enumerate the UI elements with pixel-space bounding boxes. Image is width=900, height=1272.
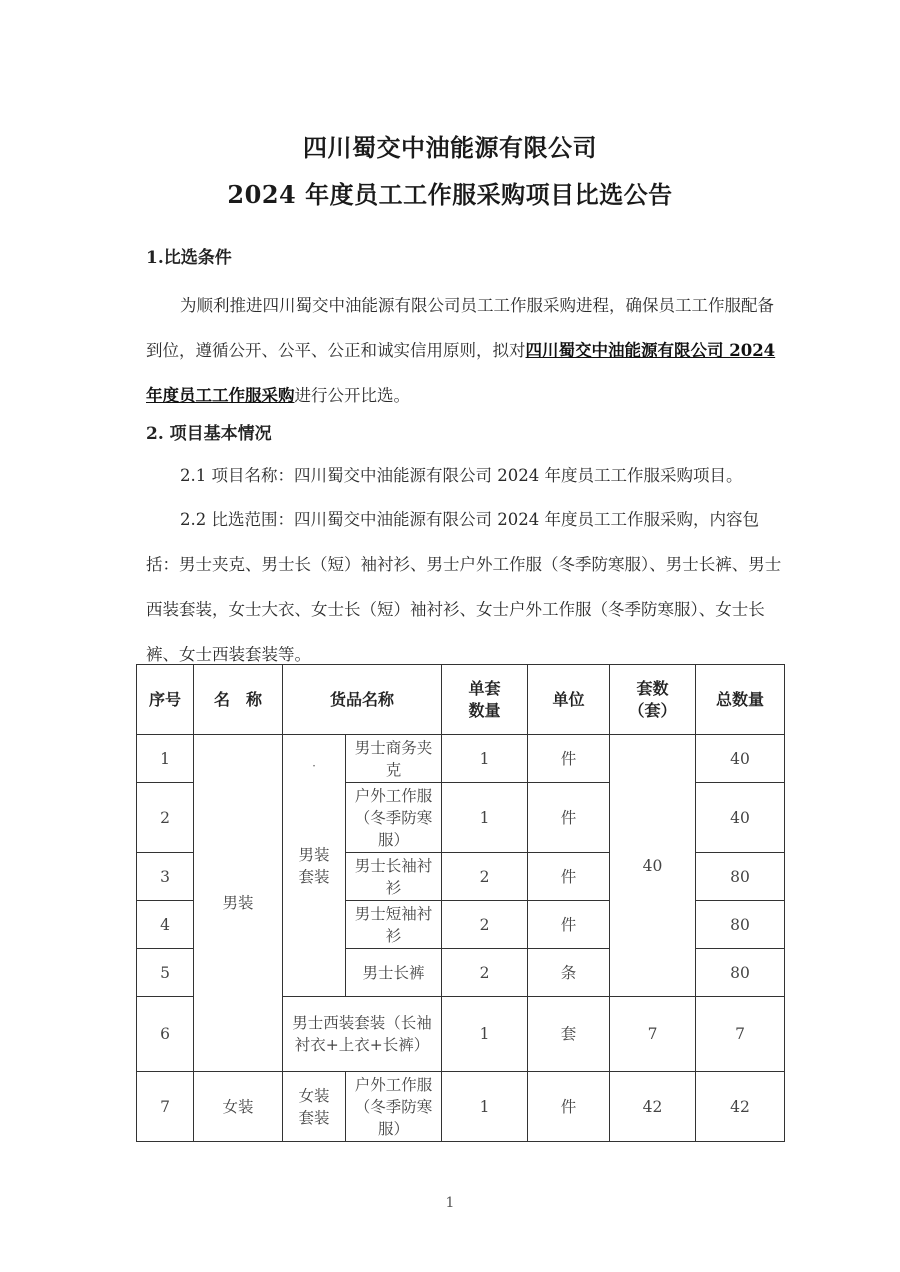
male-sets-count: 40 — [610, 735, 696, 997]
row-unit: 套 — [528, 997, 610, 1072]
table-header-row — [137, 665, 785, 735]
row-qty: 1 — [442, 783, 528, 853]
header-unit: 单位 — [528, 665, 610, 735]
header-total: 总数量 — [696, 665, 785, 735]
row-item: 男士商务夹克 — [346, 735, 442, 783]
group-male: 男装 — [194, 735, 283, 1072]
row-item: 户外工作服（冬季防寒服） — [346, 783, 442, 853]
row-total: 80 — [696, 853, 785, 901]
row-no: 2 — [137, 783, 194, 853]
row-unit: 件 — [528, 735, 610, 783]
row-item: 男士短袖衬衫 — [346, 901, 442, 949]
section-2-2-paragraph — [146, 497, 782, 677]
row-total: 40 — [696, 735, 785, 783]
stray-mark: · — [312, 759, 316, 773]
header-sets: 套数 （套） — [610, 665, 696, 735]
section-1-paragraph — [146, 283, 782, 418]
row-total: 7 — [696, 997, 785, 1072]
row-qty: 1 — [442, 1072, 528, 1142]
section-1-heading: 1.比选条件 — [146, 248, 232, 268]
section-1-underlined-text: 四川蜀交中油能源有限公司 2024 年度员工工作服采购 — [146, 341, 776, 405]
header-per-set: 单套 数量 — [442, 665, 528, 735]
row-total: 40 — [696, 783, 785, 853]
row-unit: 件 — [528, 1072, 610, 1142]
row-no: 6 — [137, 997, 194, 1072]
row-sets: 42 — [610, 1072, 696, 1142]
row-qty: 2 — [442, 901, 528, 949]
row-qty: 1 — [442, 997, 528, 1072]
row-item: 男士长袖衬衫 — [346, 853, 442, 901]
row-total: 80 — [696, 949, 785, 997]
row-item: 男士西装套装（长袖衬衣+上衣+长裤） — [283, 997, 442, 1072]
set-male-label: 男装 套装 — [298, 845, 330, 886]
row-item: 男士长裤 — [346, 949, 442, 997]
row-no: 7 — [137, 1072, 194, 1142]
section-1-text-before: 为顺利推进四川蜀交中油能源有限公司员工工作服采购进程，确保员工工作服配备到位，遵循公开、公平、公正和诚实信用原则，拟对 — [146, 296, 774, 360]
row-no: 3 — [137, 853, 194, 901]
row-total: 80 — [696, 901, 785, 949]
title-company: 四川蜀交中油能源有限公司 — [303, 133, 597, 162]
row-unit: 件 — [528, 853, 610, 901]
row-unit: 件 — [528, 901, 610, 949]
title-project: 2024 年度员工工作服采购项目比选公告 — [227, 180, 673, 209]
group-female: 女装 — [194, 1072, 283, 1142]
row-item: 户外工作服（冬季防寒服） — [346, 1072, 442, 1142]
header-goods: 货品名称 — [283, 665, 442, 735]
scope-text: 2.2 比选范围：四川蜀交中油能源有限公司 2024 年度员工工作服采购，内容包括：男士夹克、男士长（短）袖衬衫、男士户外工作服（冬季防寒服）、男士长裤、男士西装套装，女士大衣、女士长（短）袖衬衫、女士户外工作服（冬季防寒服）、女士长裤、女士西装套装等。 — [146, 510, 782, 664]
row-qty: 2 — [442, 853, 528, 901]
row-qty: 2 — [442, 949, 528, 997]
row-no: 4 — [137, 901, 194, 949]
project-name-text: 2.1 项目名称：四川蜀交中油能源有限公司 2024 年度员工工作服采购项目。 — [180, 466, 743, 485]
row-total: 42 — [696, 1072, 785, 1142]
row-qty: 1 — [442, 735, 528, 783]
table-row — [137, 735, 785, 783]
table-row — [137, 1072, 785, 1142]
section-1-text-after: 进行公开比选。 — [294, 386, 410, 405]
set-female: 女装 套装 — [283, 1072, 346, 1142]
procurement-table — [136, 664, 785, 1142]
row-unit: 件 — [528, 783, 610, 853]
page-number: 1 — [445, 1195, 455, 1211]
section-2-1-paragraph — [146, 453, 782, 498]
row-unit: 条 — [528, 949, 610, 997]
header-no: 序号 — [137, 665, 194, 735]
section-2-heading: 2. 项目基本情况 — [146, 424, 272, 444]
row-no: 1 — [137, 735, 194, 783]
row-sets: 7 — [610, 997, 696, 1072]
set-male — [283, 735, 346, 997]
header-name: 名 称 — [194, 665, 283, 735]
row-no: 5 — [137, 949, 194, 997]
